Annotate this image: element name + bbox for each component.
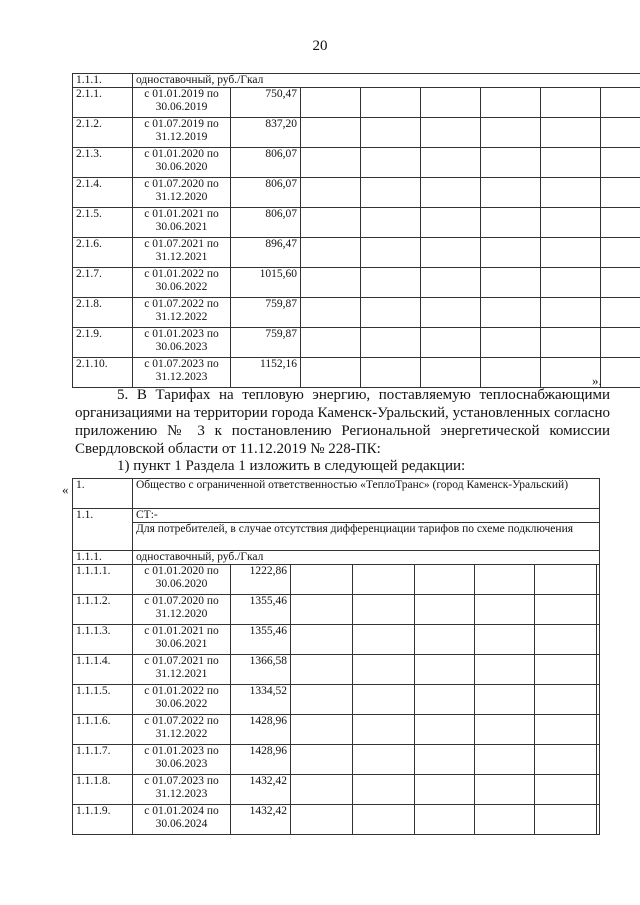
row-number: 2.1.10. bbox=[73, 358, 133, 388]
empty-cell bbox=[421, 238, 481, 268]
empty-cell bbox=[475, 685, 535, 715]
empty-cell bbox=[353, 745, 415, 775]
row-number: 1.1.1.2. bbox=[73, 595, 133, 625]
empty-cell bbox=[421, 268, 481, 298]
empty-cell bbox=[475, 805, 535, 835]
tariff-value: 1152,16 bbox=[231, 358, 301, 388]
paragraph-5 bbox=[75, 386, 610, 458]
empty-cell bbox=[421, 298, 481, 328]
period-cell: с 01.07.2023 по 31.12.2023 bbox=[133, 775, 231, 805]
period-cell: с 01.07.2022 по 31.12.2022 bbox=[133, 298, 231, 328]
empty-cell bbox=[353, 655, 415, 685]
empty-cell bbox=[291, 745, 353, 775]
empty-cell bbox=[601, 208, 640, 238]
tariff-value: 1428,96 bbox=[231, 715, 291, 745]
empty-cell bbox=[421, 178, 481, 208]
empty-cell bbox=[415, 715, 475, 745]
empty-cell bbox=[541, 88, 601, 118]
rate-type-label: одноставочный, руб./Гкал bbox=[133, 74, 640, 88]
empty-cell bbox=[475, 625, 535, 655]
empty-cell bbox=[415, 565, 475, 595]
tariff-value: 759,87 bbox=[231, 328, 301, 358]
empty-cell bbox=[415, 745, 475, 775]
period-cell: с 01.01.2019 по 30.06.2019 bbox=[133, 88, 231, 118]
empty-cell bbox=[601, 178, 640, 208]
empty-cell bbox=[481, 328, 541, 358]
tariff-table-2 bbox=[72, 478, 600, 835]
row-number: 2.1.1. bbox=[73, 88, 133, 118]
empty-cell bbox=[481, 118, 541, 148]
empty-cell bbox=[535, 685, 597, 715]
row-number: 2.1.7. bbox=[73, 268, 133, 298]
period-cell: с 01.01.2020 по 30.06.2020 bbox=[133, 148, 231, 178]
tariff-value: 806,07 bbox=[231, 208, 301, 238]
empty-cell bbox=[597, 595, 600, 625]
period-cell: с 01.01.2020 по 30.06.2020 bbox=[133, 565, 231, 595]
table-row bbox=[73, 775, 600, 805]
empty-cell bbox=[541, 298, 601, 328]
empty-cell bbox=[353, 595, 415, 625]
empty-cell bbox=[601, 328, 640, 358]
empty-cell bbox=[291, 625, 353, 655]
row-number: 1.1.1.4. bbox=[73, 655, 133, 685]
empty-cell bbox=[597, 565, 600, 595]
empty-cell bbox=[415, 805, 475, 835]
empty-cell bbox=[301, 118, 361, 148]
row-number: 1.1.1.9. bbox=[73, 805, 133, 835]
tariff-value: 1432,42 bbox=[231, 775, 291, 805]
empty-cell bbox=[353, 685, 415, 715]
empty-cell bbox=[361, 328, 421, 358]
empty-cell bbox=[415, 775, 475, 805]
empty-cell bbox=[361, 298, 421, 328]
empty-cell bbox=[421, 118, 481, 148]
row-number: 1.1.1.8. bbox=[73, 775, 133, 805]
table-row bbox=[73, 118, 640, 148]
table-row bbox=[73, 178, 640, 208]
empty-cell bbox=[361, 178, 421, 208]
empty-cell bbox=[475, 595, 535, 625]
period-cell: с 01.01.2023 по 30.06.2023 bbox=[133, 745, 231, 775]
empty-cell bbox=[535, 565, 597, 595]
tariff-value: 837,20 bbox=[231, 118, 301, 148]
empty-cell bbox=[475, 745, 535, 775]
empty-cell bbox=[421, 208, 481, 238]
paragraph-text: 5. В Тарифах на тепловую энергию, поставляемую теплоснабжающими организациями на территории города Каменск-Уральский, установленных согласно приложению № 3 к постановлению Региональной энергетической комиссии Свердловской области от 11.12.2019 № 228-ПК: bbox=[75, 387, 610, 457]
empty-cell bbox=[361, 268, 421, 298]
empty-cell bbox=[481, 88, 541, 118]
row-number: 2.1.8. bbox=[73, 298, 133, 328]
empty-cell bbox=[597, 625, 600, 655]
table-row bbox=[73, 685, 600, 715]
empty-cell bbox=[541, 328, 601, 358]
empty-cell bbox=[301, 238, 361, 268]
row-number: 2.1.3. bbox=[73, 148, 133, 178]
empty-cell bbox=[415, 625, 475, 655]
row-number: 1.1.1.7. bbox=[73, 745, 133, 775]
empty-cell bbox=[361, 148, 421, 178]
empty-cell bbox=[353, 625, 415, 655]
consumer-label: Для потребителей, в случае отсутствия дифференциации тарифов по схеме подключения bbox=[133, 523, 600, 551]
tariff-value: 1334,52 bbox=[231, 685, 291, 715]
empty-cell bbox=[481, 298, 541, 328]
empty-cell bbox=[535, 715, 597, 745]
row-number: 1.1.1.5. bbox=[73, 685, 133, 715]
row-number: 1.1.1.3. bbox=[73, 625, 133, 655]
empty-cell bbox=[353, 565, 415, 595]
closing-quote: ». bbox=[592, 373, 602, 388]
empty-cell bbox=[361, 118, 421, 148]
empty-cell bbox=[535, 595, 597, 625]
period-cell: с 01.07.2020 по 31.12.2020 bbox=[133, 595, 231, 625]
empty-cell bbox=[481, 148, 541, 178]
empty-cell bbox=[291, 715, 353, 745]
empty-cell bbox=[301, 148, 361, 178]
period-cell: с 01.07.2022 по 31.12.2022 bbox=[133, 715, 231, 745]
empty-cell bbox=[415, 595, 475, 625]
table-row bbox=[73, 745, 600, 775]
table-row bbox=[73, 595, 600, 625]
tariff-value: 1355,46 bbox=[231, 595, 291, 625]
empty-cell bbox=[597, 655, 600, 685]
row-number: 1.1.1.1. bbox=[73, 565, 133, 595]
table-row bbox=[73, 625, 600, 655]
table-row bbox=[73, 268, 640, 298]
row-number: 1. bbox=[73, 479, 133, 509]
period-cell: с 01.07.2019 по 31.12.2019 bbox=[133, 118, 231, 148]
empty-cell bbox=[481, 268, 541, 298]
tariff-value: 1355,46 bbox=[231, 625, 291, 655]
empty-cell bbox=[601, 88, 640, 118]
empty-cell bbox=[601, 238, 640, 268]
empty-cell bbox=[421, 328, 481, 358]
empty-cell bbox=[601, 358, 640, 388]
table-row bbox=[73, 88, 640, 118]
empty-cell bbox=[291, 565, 353, 595]
empty-cell bbox=[301, 358, 361, 388]
empty-cell bbox=[541, 238, 601, 268]
empty-cell bbox=[535, 745, 597, 775]
tariff-value: 750,47 bbox=[231, 88, 301, 118]
empty-cell bbox=[415, 685, 475, 715]
empty-cell bbox=[601, 268, 640, 298]
empty-cell bbox=[353, 805, 415, 835]
empty-cell bbox=[291, 595, 353, 625]
empty-cell bbox=[597, 715, 600, 745]
empty-cell bbox=[481, 358, 541, 388]
row-number: 2.1.9. bbox=[73, 328, 133, 358]
table-row bbox=[73, 655, 600, 685]
tariff-value: 1432,42 bbox=[231, 805, 291, 835]
organization-row bbox=[73, 479, 600, 509]
empty-cell bbox=[597, 685, 600, 715]
empty-cell bbox=[541, 208, 601, 238]
empty-cell bbox=[481, 178, 541, 208]
empty-cell bbox=[421, 358, 481, 388]
row-number: 2.1.4. bbox=[73, 178, 133, 208]
tariff-value: 1222,86 bbox=[231, 565, 291, 595]
period-cell: с 01.07.2021 по 31.12.2021 bbox=[133, 238, 231, 268]
empty-cell bbox=[541, 148, 601, 178]
ct-label: СТ:- bbox=[133, 509, 600, 523]
period-cell: с 01.01.2021 по 30.06.2021 bbox=[133, 625, 231, 655]
empty-cell bbox=[597, 745, 600, 775]
table-row bbox=[73, 715, 600, 745]
empty-cell bbox=[361, 208, 421, 238]
empty-cell bbox=[415, 655, 475, 685]
item-1: 1) пункт 1 Раздела 1 изложить в следующей редакции: bbox=[117, 458, 466, 474]
tariff-value: 806,07 bbox=[231, 178, 301, 208]
empty-cell bbox=[541, 268, 601, 298]
opening-quote: « bbox=[62, 482, 69, 497]
period-cell: с 01.01.2021 по 30.06.2021 bbox=[133, 208, 231, 238]
empty-cell bbox=[481, 208, 541, 238]
tariff-value: 759,87 bbox=[231, 298, 301, 328]
empty-cell bbox=[291, 805, 353, 835]
tariff-value: 1015,60 bbox=[231, 268, 301, 298]
empty-cell bbox=[353, 715, 415, 745]
empty-cell bbox=[301, 298, 361, 328]
tariff-value: 896,47 bbox=[231, 238, 301, 268]
table-row bbox=[73, 238, 640, 268]
empty-cell bbox=[541, 118, 601, 148]
empty-cell bbox=[535, 805, 597, 835]
empty-cell bbox=[291, 685, 353, 715]
empty-cell bbox=[481, 238, 541, 268]
table-row bbox=[73, 358, 640, 388]
period-cell: с 01.07.2021 по 31.12.2021 bbox=[133, 655, 231, 685]
empty-cell bbox=[353, 775, 415, 805]
table-row bbox=[73, 298, 640, 328]
organization-name: Общество с ограниченной ответственностью «ТеплоТранс» (город Каменск-Уральский) bbox=[133, 479, 600, 509]
empty-cell bbox=[361, 238, 421, 268]
period-cell: с 01.07.2020 по 31.12.2020 bbox=[133, 178, 231, 208]
empty-cell bbox=[475, 655, 535, 685]
empty-cell bbox=[597, 775, 600, 805]
rate-type-label: одноставочный, руб./Гкал bbox=[133, 551, 600, 565]
empty-cell bbox=[421, 88, 481, 118]
table-row bbox=[73, 148, 640, 178]
empty-cell bbox=[597, 805, 600, 835]
row-number: 1.1.1.6. bbox=[73, 715, 133, 745]
tariff-value: 806,07 bbox=[231, 148, 301, 178]
empty-cell bbox=[301, 208, 361, 238]
empty-cell bbox=[475, 715, 535, 745]
tariff-table-1 bbox=[72, 73, 640, 388]
empty-cell bbox=[291, 655, 353, 685]
empty-cell bbox=[535, 655, 597, 685]
empty-cell bbox=[475, 565, 535, 595]
empty-cell bbox=[301, 268, 361, 298]
period-cell: с 01.01.2022 по 30.06.2022 bbox=[133, 685, 231, 715]
row-number: 1.1.1. bbox=[73, 74, 133, 88]
table-row bbox=[73, 805, 600, 835]
page-number: 20 bbox=[312, 38, 328, 54]
empty-cell bbox=[541, 178, 601, 208]
period-cell: с 01.01.2022 по 30.06.2022 bbox=[133, 268, 231, 298]
empty-cell bbox=[301, 328, 361, 358]
empty-cell bbox=[535, 625, 597, 655]
table-row bbox=[73, 208, 640, 238]
row-number: 2.1.2. bbox=[73, 118, 133, 148]
table-row bbox=[73, 328, 640, 358]
table-row bbox=[73, 565, 600, 595]
empty-cell bbox=[361, 88, 421, 118]
period-cell: с 01.01.2023 по 30.06.2023 bbox=[133, 328, 231, 358]
empty-cell bbox=[291, 775, 353, 805]
period-cell: с 01.01.2024 по 30.06.2024 bbox=[133, 805, 231, 835]
table1-header-row bbox=[73, 74, 640, 88]
row-number: 2.1.6. bbox=[73, 238, 133, 268]
ct-row bbox=[73, 509, 600, 523]
period-cell: с 01.07.2023 по 31.12.2023 bbox=[133, 358, 231, 388]
empty-cell bbox=[301, 88, 361, 118]
empty-cell bbox=[421, 148, 481, 178]
empty-cell bbox=[535, 775, 597, 805]
row-number: 2.1.5. bbox=[73, 208, 133, 238]
empty-cell bbox=[361, 358, 421, 388]
row-number: 1.1. bbox=[73, 509, 133, 551]
empty-cell bbox=[601, 118, 640, 148]
empty-cell bbox=[601, 298, 640, 328]
tariff-value: 1366,58 bbox=[231, 655, 291, 685]
empty-cell bbox=[601, 148, 640, 178]
consumer-row bbox=[73, 523, 600, 551]
empty-cell bbox=[475, 775, 535, 805]
empty-cell bbox=[301, 178, 361, 208]
rate-type-row bbox=[73, 551, 600, 565]
tariff-value: 1428,96 bbox=[231, 745, 291, 775]
row-number: 1.1.1. bbox=[73, 551, 133, 565]
